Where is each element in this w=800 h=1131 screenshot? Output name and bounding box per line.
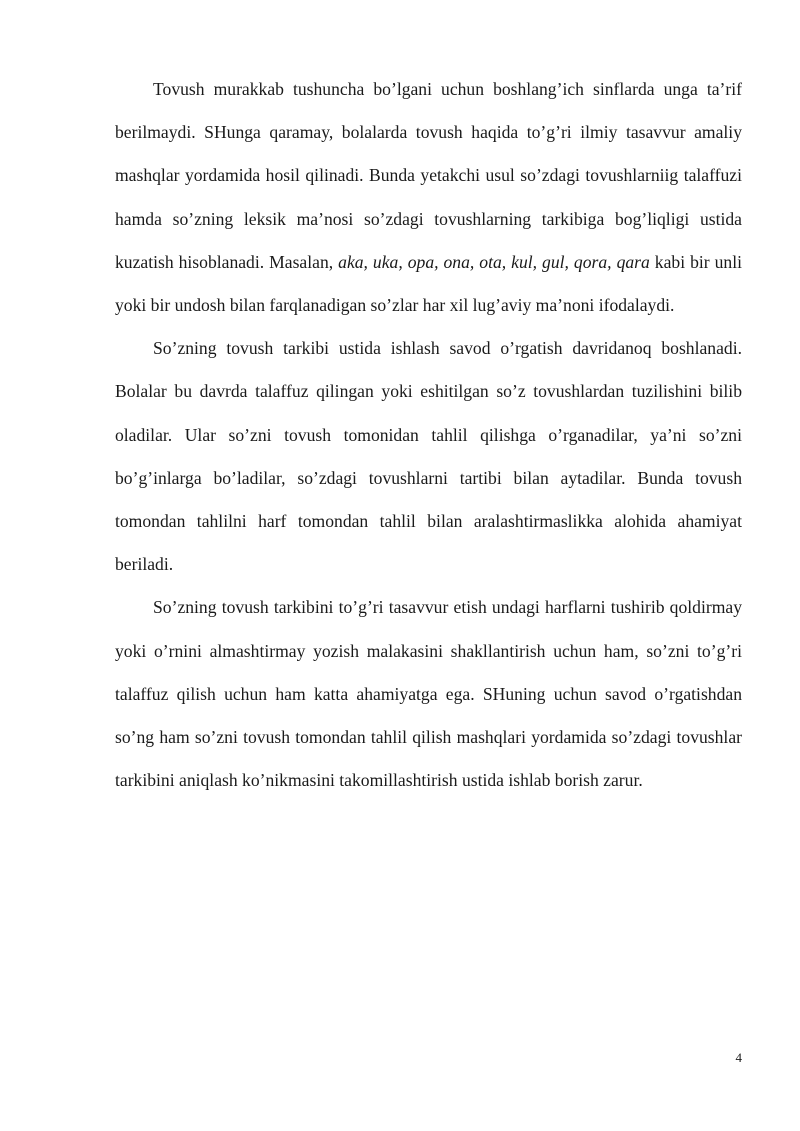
paragraph-3: So’zning tovush tarkibini to’g’ri tasavvur etish undagi harflarni tushirib qoldirmay yoki o’rnini almashtirmay yozish malakasini shakllantirish uchun ham, so’zni to’g’ri talaffuz qilish uchun ham katta ahamiyatga ega. SHuning uchun savod o’rgatishdan so’ng ham so’zni tovush tomondan tahlil qilish mashqlari yordamida so’zdagi tovushlar tarkibini aniqlash ko’nikmasini takomillashtirish ustida ishlab borish zarur. <box>115 597 742 791</box>
paragraph-1 <box>115 68 742 327</box>
page-number: 4 <box>735 1050 742 1065</box>
paragraph-1-text-end: kabi bir unli yoki bir undosh bilan farqlanadigan so’zlar har xil lug’aviy ma’noni ifodalaydi. <box>115 251 743 316</box>
paragraph-2: So’zning tovush tarkibi ustida ishlash savod o’rgatish davridanoq boshlanadi. Bolalar bu davrda talaffuz qilingan yoki eshitilgan so’z tovushlardan tuzilishini bilib oladilar. Ular so’zni tovush tomonidan tahlil qilishga o’rganadilar, ya’ni so’zni bo’g’inlarga bo’ladilar, so’zdagi tovushlarni tartibi bilan aytadilar. Bunda tovush tomondan tahlilni harf tomondan tahlil bilan aralashtirmaslikka alohida ahamiyat beriladi. <box>115 338 742 575</box>
paragraph-1-text-start: Tovush murakkab tushuncha bo’lgani uchun boshlang’ich sinflarda unga ta’rif berilmaydi. SHunga qaramay, bolalarda tovush haqida to’g’ri ilmiy tasavvur amaliy mashqlar yordamida hosil qilinadi. Bunda yetakchi usul so’zdagi tovushlarniig talaffuzi hamda so’zning leksik ma’nosi so’zdagi tovushlarning tarkibiga bog’liqligi ustida kuzatish hisoblanadi. Masalan, <box>115 79 742 272</box>
example-words: aka, uka, opa, ona, ota, kul, gul, qora, qara <box>338 251 650 272</box>
body-text <box>115 68 742 802</box>
